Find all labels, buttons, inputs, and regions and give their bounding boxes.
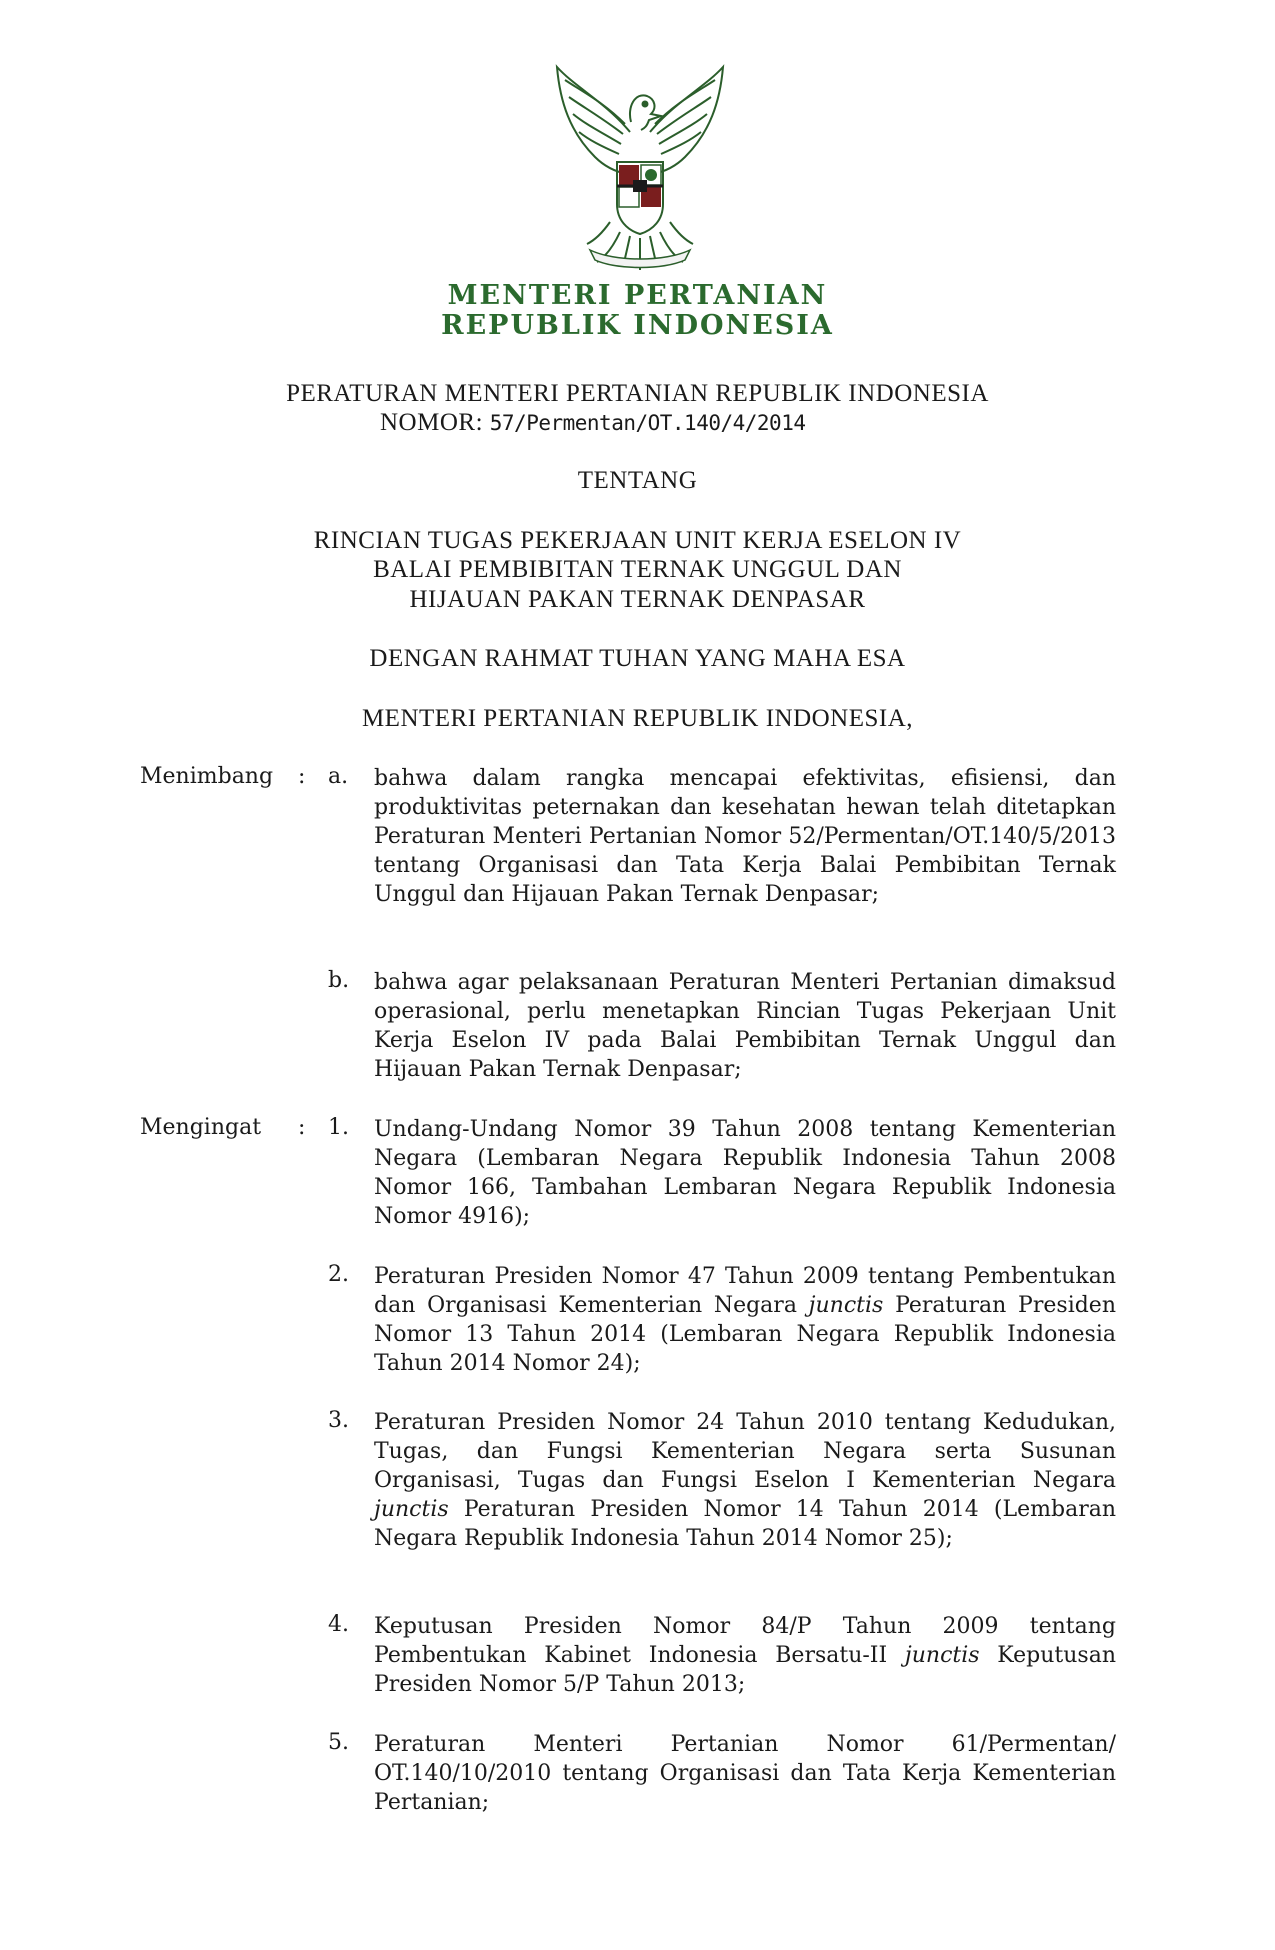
regulation-number-value: 57/Permentan/OT.140/4/2014 — [489, 411, 806, 435]
minister-line: MENTERI PERTANIAN REPUBLIK INDONESIA, — [361, 705, 914, 732]
mengingat-item-2-text-after: Peraturan Presiden Nomor 13 Tahun 2014 (Lembaran Negara Republik Indonesia Tahun 2014 Nomor 24); — [374, 1293, 1116, 1376]
mengingat-item-4-text-before: Keputusan Presiden Nomor 84/P Tahun 2009 tentang Pembentukan Kabinet Indonesia Bersatu-II — [374, 1614, 1116, 1668]
org-name-line1: MENTERI PERTANIAN — [447, 280, 828, 311]
mengingat-marker-1: 1. — [328, 1115, 349, 1140]
mengingat-item-4 — [374, 1612, 1116, 1699]
regulation-title: PERATURAN MENTERI PERTANIAN REPUBLIK INDONESIA — [286, 380, 989, 407]
junctis-term: junctis — [374, 1497, 449, 1522]
mengingat-item-3 — [374, 1408, 1116, 1553]
mengingat-item-3-text-after: Peraturan Presiden Nomor 14 Tahun 2014 (Lembaran Negara Republik Indonesia Tahun 2014 Nomor 25); — [374, 1497, 1117, 1551]
menimbang-colon: : — [298, 764, 306, 789]
mengingat-marker-4: 4. — [328, 1612, 349, 1637]
mengingat-colon: : — [298, 1115, 306, 1140]
subject-line-1: RINCIAN TUGAS PEKERJAAN UNIT KERJA ESELON IV — [313, 527, 962, 554]
subject-line-2: BALAI PEMBIBITAN TERNAK UNGGUL DAN — [373, 556, 902, 583]
junctis-term: junctis — [808, 1293, 884, 1318]
mengingat-label: Mengingat — [140, 1115, 262, 1140]
tentang-heading: TENTANG — [577, 467, 698, 494]
menimbang-label: Menimbang — [140, 764, 274, 789]
menimbang-marker-b: b. — [328, 968, 350, 993]
mengingat-item-2-text-before: Peraturan Presiden Nomor 47 Tahun 2009 tentang Pembentukan dan Organisasi Kementerian Negara — [374, 1264, 1116, 1318]
regulation-number — [380, 409, 806, 437]
subject-line-3: HIJAUAN PAKAN TERNAK DENPASAR — [409, 586, 866, 613]
menimbang-item-b: bahwa agar pelaksanaan Peraturan Menteri Pertanian dimaksud operasional, perlu menetapkan Rincian Tugas Pekerjaan Unit Kerja Eselon IV pada Balai Pembibitan Ternak Unggul dan Hijauan Pakan Ternak Denpasar; — [374, 970, 1116, 1082]
mengingat-marker-5: 5. — [328, 1730, 349, 1755]
mengingat-item-2 — [374, 1262, 1116, 1378]
mengingat-item-1: Undang-Undang Nomor 39 Tahun 2008 tentang Kementerian Negara (Lembaran Negara Republik Indonesia Tahun 2008 Nomor 166, Tambahan Lembaran Negara Republik Indonesia Nomor 4916); — [374, 1117, 1116, 1229]
menimbang-marker-a: a. — [328, 764, 349, 789]
org-name-line2: REPUBLIK INDONESIA — [441, 310, 834, 341]
mengingat-item-3-text-before: Peraturan Presiden Nomor 24 Tahun 2010 tentang Kedudukan, Tugas, dan Fungsi Kementerian Negara serta Susunan Organisasi, Tugas dan Fungsi Eselon I Kementerian Negara — [374, 1410, 1116, 1493]
garuda-emblem-icon — [535, 62, 745, 277]
regulation-number-label: NOMOR: — [380, 409, 484, 436]
mengingat-item-4-text-after: Keputusan Presiden Nomor 5/P Tahun 2013; — [374, 1643, 1116, 1697]
mengingat-item-5: Peraturan Menteri Pertanian Nomor 61/Permentan/ OT.140/10/2010 tentang Organisasi dan Tata Kerja Kementerian Pertanian; — [374, 1732, 1116, 1815]
blessing-line: DENGAN RAHMAT TUHAN YANG MAHA ESA — [369, 645, 906, 672]
junctis-term: junctis — [904, 1643, 980, 1668]
mengingat-marker-3: 3. — [328, 1408, 349, 1433]
mengingat-marker-2: 2. — [328, 1262, 349, 1287]
menimbang-item-a: bahwa dalam rangka mencapai efektivitas, efisiensi, dan produktivitas peternakan dan kesehatan hewan telah ditetapkan Peraturan Menteri Pertanian Nomor 52/Permentan/OT.140/5/2013 tentang Organisasi dan Tata Kerja Balai Pembibitan Ternak Unggul dan Hijauan Pakan Ternak Denpasar; — [374, 766, 1116, 907]
